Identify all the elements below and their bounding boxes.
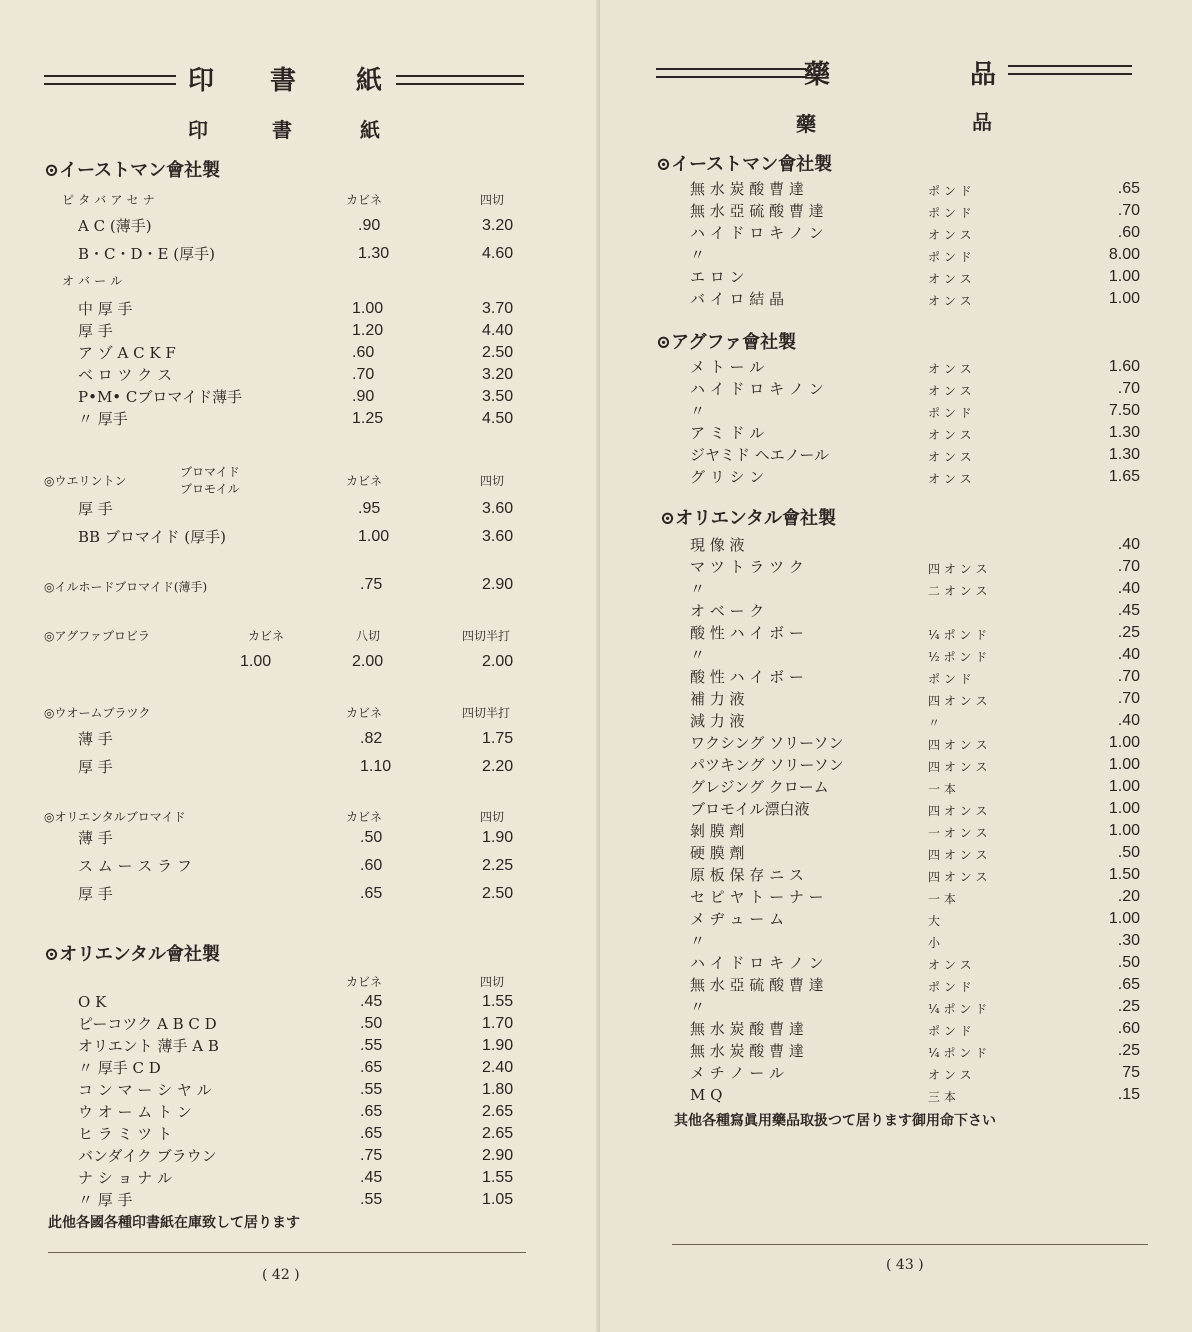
item-name: 無 水 炭 酸 曹 達 <box>690 1020 804 1038</box>
price-cabinet: .75 <box>360 576 383 593</box>
item-name: パツキング ソリーソン <box>690 756 844 774</box>
item-name: 中 厚 手 <box>78 300 133 318</box>
item-price: 1.65 <box>1108 468 1140 485</box>
item-name: バンダイク ブラウン <box>78 1147 217 1165</box>
price-yotsugiri: 1.05 <box>482 1191 514 1208</box>
price-cabinet: .55 <box>360 1037 383 1054</box>
item-price: 1.30 <box>1108 446 1140 463</box>
item-name: 〃 厚 手 <box>78 1191 133 1209</box>
item-price: .70 <box>1117 690 1140 707</box>
item-name: ハ イ ド ロ キ ノ ン <box>690 224 824 242</box>
item-name: ア ミ ド ル <box>690 424 765 442</box>
item-unit: 小 <box>928 936 941 950</box>
item-name: BB ブロマイド (厚手) <box>78 528 226 546</box>
item-price: .30 <box>1117 932 1140 949</box>
section-title: ◎イルホードブロマイド(薄手) <box>44 580 208 594</box>
item-name: エ ロ ン <box>690 268 745 286</box>
item-name: ア ゾ A C K F <box>78 344 176 362</box>
price-yotsugiri: 2.50 <box>482 885 514 902</box>
price-cabinet: .70 <box>352 366 375 383</box>
item-unit: 一 本 <box>928 782 956 796</box>
item-name: ベ ロ ツ ク ス <box>78 366 173 384</box>
item-name: 〃 厚手 C D <box>78 1059 161 1077</box>
item-unit: 四 オ ン ス <box>928 848 988 862</box>
item-price: .65 <box>1117 976 1140 993</box>
page-number: ( 42 ) <box>262 1267 300 1283</box>
item-name: M Q <box>690 1086 723 1104</box>
item-price: 1.50 <box>1108 866 1140 883</box>
item-unit: ポ ン ド <box>928 250 972 264</box>
price-yotsugiri: 3.20 <box>482 366 514 383</box>
item-price: .70 <box>1117 380 1140 397</box>
item-price: 8.00 <box>1108 246 1140 263</box>
price-yotsugiri: 3.70 <box>482 300 514 317</box>
column-header: 四切 <box>480 193 505 207</box>
header-rule-right <box>1008 65 1132 75</box>
section-title: ⊙オリエンタル會社製 <box>660 508 837 529</box>
price-yotsugiri: 2.90 <box>482 576 514 593</box>
item-name: バ イ ロ 結 晶 <box>690 290 785 308</box>
product-line-name: オバール <box>62 274 127 288</box>
footer-note: 此他各國各種印書紙在庫致して居ります <box>48 1215 300 1231</box>
item-unit: オ ン ス <box>928 228 972 242</box>
price-yotsugiri: 4.60 <box>482 245 514 262</box>
item-price: .50 <box>1117 844 1140 861</box>
item-price: .25 <box>1117 1042 1140 1059</box>
price-cabinet: .65 <box>360 1103 383 1120</box>
column-header: カビネ <box>248 629 285 643</box>
item-name: 厚 手 <box>78 322 113 340</box>
item-unit: ¼ ポ ン ド <box>928 1046 988 1060</box>
item-name: 無 水 炭 酸 曹 達 <box>690 180 804 198</box>
item-name: 〃 <box>690 646 706 664</box>
subheader-char: 品 <box>972 110 992 134</box>
item-price: .40 <box>1117 712 1140 729</box>
item-price: 1.00 <box>1108 290 1140 307</box>
wellington-sub: ブロモイル <box>180 482 240 496</box>
item-unit: オ ン ス <box>928 294 972 308</box>
price-cabinet: .90 <box>352 388 375 405</box>
header-rule-left <box>44 75 176 85</box>
item-name: ワクシング ソリーソン <box>690 734 844 752</box>
footer-note: 其他各種寫眞用藥品取扱つて居ります御用命下さい <box>674 1113 996 1129</box>
item-unit: オ ン ス <box>928 362 972 376</box>
item-name: 厚 手 <box>78 885 113 903</box>
item-unit: 四 オ ン ス <box>928 738 988 752</box>
item-name: 厚 手 <box>78 500 113 518</box>
subheader-char: 紙 <box>360 118 380 142</box>
item-name: 〃 <box>690 580 706 598</box>
header-char: 書 <box>270 66 297 96</box>
item-name: 硬 膜 劑 <box>690 844 745 862</box>
item-name: グ リ シ ン <box>690 468 765 486</box>
item-name: 酸 性 ハ イ ボ ー <box>690 624 804 642</box>
item-unit: オ ン ス <box>928 958 972 972</box>
item-name: グレジング クローム <box>690 778 829 796</box>
price-cabinet: 1.25 <box>352 410 384 427</box>
price-yotsugiri: 2.65 <box>482 1125 514 1142</box>
header-rule-right <box>396 75 524 85</box>
item-unit: ポ ン ド <box>928 184 972 198</box>
item-name: 〃 <box>690 932 706 950</box>
price-yotsugiri: 2.65 <box>482 1103 514 1120</box>
item-name: 剝 膜 劑 <box>690 822 745 840</box>
header-char: 藥 <box>804 60 831 90</box>
header-char: 品 <box>970 60 997 90</box>
item-price: 1.60 <box>1108 358 1140 375</box>
price-cabinet: .45 <box>360 993 383 1010</box>
price-yotsugiri: 2.40 <box>482 1059 514 1076</box>
item-unit: 一 オ ン ス <box>928 826 988 840</box>
column-header: カビネ <box>346 474 383 488</box>
price-cabinet: 1.10 <box>360 758 392 775</box>
wellington-sub: ブロマイド <box>180 465 240 479</box>
subheader-char: 印 <box>188 118 208 142</box>
price-yotsugiri: 1.75 <box>482 730 514 747</box>
item-unit: オ ン ス <box>928 450 972 464</box>
item-unit: 四 オ ン ス <box>928 760 988 774</box>
item-name: ハ イ ド ロ キ ノ ン <box>690 380 824 398</box>
item-price: .60 <box>1117 1020 1140 1037</box>
item-unit: ポ ン ド <box>928 672 972 686</box>
price: 2.00 <box>482 653 514 670</box>
item-name: 〃 厚手 <box>78 410 128 428</box>
item-name: B・C・D・E (厚手) <box>78 245 215 263</box>
item-unit: オ ン ス <box>928 272 972 286</box>
item-price: 1.00 <box>1108 822 1140 839</box>
item-unit: 四 オ ン ス <box>928 870 988 884</box>
item-price: .15 <box>1117 1086 1140 1103</box>
item-name: 〃 <box>690 998 706 1016</box>
price-cabinet: .50 <box>360 829 383 846</box>
item-name: ス ム ー ス ラ フ <box>78 857 192 875</box>
item-price: .45 <box>1117 602 1140 619</box>
item-name: 減 力 液 <box>690 712 745 730</box>
item-name: ナ シ ョ ナ ル <box>78 1169 173 1187</box>
item-price: 7.50 <box>1108 402 1140 419</box>
section-title: ⊙イーストマン會社製 <box>44 160 221 181</box>
item-unit: ¼ ポ ン ド <box>928 628 988 642</box>
header-char: 印 <box>188 66 215 96</box>
item-name: P•M• Cブロマイド薄手 <box>78 388 243 406</box>
item-name: 〃 <box>690 402 706 420</box>
price-cabinet: .95 <box>358 500 381 517</box>
item-unit: オ ン ス <box>928 472 972 486</box>
item-name: 補 力 液 <box>690 690 745 708</box>
item-price: .70 <box>1117 668 1140 685</box>
price-yotsugiri: 4.50 <box>482 410 514 427</box>
price-yotsugiri: 1.55 <box>482 993 514 1010</box>
item-name: 酸 性 ハ イ ボ ー <box>690 668 804 686</box>
item-name: 無 水 亞 硫 酸 曹 達 <box>690 202 824 220</box>
item-price: 1.00 <box>1108 910 1140 927</box>
item-price: .60 <box>1117 224 1140 241</box>
right-page <box>600 0 1192 1332</box>
price-yotsugiri: 3.50 <box>482 388 514 405</box>
item-unit: ½ ポ ン ド <box>928 650 988 664</box>
item-unit: オ ン ス <box>928 428 972 442</box>
column-header: カビネ <box>346 706 383 720</box>
footer-rule <box>672 1244 1148 1245</box>
section-title: ◎ウエリントン <box>44 474 127 488</box>
price-cabinet: .90 <box>358 217 381 234</box>
column-header: カビネ <box>346 975 383 989</box>
item-name: ハ イ ド ロ キ ノ ン <box>690 954 824 972</box>
item-name: セ ピ ヤ ト ー ナ ー <box>690 888 824 906</box>
item-price: .40 <box>1117 536 1140 553</box>
section-title: ◎ウオームブラツク <box>44 706 151 720</box>
item-name: 現 像 液 <box>690 536 745 554</box>
column-header: 四切半打 <box>462 629 511 643</box>
header-char: 紙 <box>356 66 383 96</box>
item-name: 厚 手 <box>78 758 113 776</box>
item-price: 75 <box>1122 1064 1140 1081</box>
item-unit: ポ ン ド <box>928 980 972 994</box>
item-price: 1.00 <box>1108 268 1140 285</box>
item-name: オリエント 薄手 A B <box>78 1037 219 1055</box>
item-name: 薄 手 <box>78 730 113 748</box>
price-cabinet: 1.00 <box>352 300 384 317</box>
column-header: カビネ <box>346 193 383 207</box>
item-name: ジヤミド ヘエノール <box>690 446 830 464</box>
item-name: メ ト ー ル <box>690 358 765 376</box>
price-cabinet: .45 <box>360 1169 383 1186</box>
product-line-name: ピタバアセナ <box>62 193 159 207</box>
item-unit: 一 本 <box>928 892 956 906</box>
item-unit: 大 <box>928 914 941 928</box>
price-cabinet: .60 <box>352 344 375 361</box>
item-price: 1.00 <box>1108 734 1140 751</box>
item-price: .70 <box>1117 202 1140 219</box>
item-name: 薄 手 <box>78 829 113 847</box>
price-yotsugiri: 2.50 <box>482 344 514 361</box>
item-price: .50 <box>1117 954 1140 971</box>
page-number: ( 43 ) <box>886 1257 924 1273</box>
section-title: ⊙オリエンタル會社製 <box>44 944 221 965</box>
item-name: 原 板 保 存 ニ ス <box>690 866 804 884</box>
price-yotsugiri: 1.80 <box>482 1081 514 1098</box>
item-price: 1.00 <box>1108 800 1140 817</box>
footer-rule <box>48 1252 526 1253</box>
price-yotsugiri: 3.60 <box>482 528 514 545</box>
item-price: 1.30 <box>1108 424 1140 441</box>
price-yotsugiri: 1.55 <box>482 1169 514 1186</box>
item-price: .70 <box>1117 558 1140 575</box>
item-unit: 四 オ ン ス <box>928 804 988 818</box>
item-name: メ ヂ ュ ー ム <box>690 910 785 928</box>
item-name: マ ツ ト ラ ツ ク <box>690 558 804 576</box>
item-unit: 二 オ ン ス <box>928 584 988 598</box>
item-price: .65 <box>1117 180 1140 197</box>
item-price: 1.00 <box>1108 778 1140 795</box>
price-cabinet: 1.00 <box>358 528 390 545</box>
header-rule-left <box>656 68 806 78</box>
item-name: 無 水 亞 硫 酸 曹 達 <box>690 976 824 994</box>
item-price: .40 <box>1117 580 1140 597</box>
item-unit: 三 本 <box>928 1090 956 1104</box>
price-yotsugiri: 1.90 <box>482 829 514 846</box>
column-header: 八切 <box>356 629 381 643</box>
item-name: ウ オ ー ム ト ン <box>78 1103 192 1121</box>
item-unit: ¼ ポ ン ド <box>928 1002 988 1016</box>
price-cabinet: 1.30 <box>358 245 390 262</box>
section-title: ◎オリエンタルブロマイド <box>44 810 186 824</box>
column-header: 四切半打 <box>462 706 511 720</box>
price-cabinet: .75 <box>360 1147 383 1164</box>
price-yotsugiri: 1.90 <box>482 1037 514 1054</box>
price-yotsugiri: 3.60 <box>482 500 514 517</box>
item-price: 1.00 <box>1108 756 1140 773</box>
column-header: 四切 <box>480 810 505 824</box>
item-name: メ チ ノ ー ル <box>690 1064 785 1082</box>
price-yotsugiri: 3.20 <box>482 217 514 234</box>
section-title: ⊙アグファ會社製 <box>656 332 797 353</box>
price-cabinet: .55 <box>360 1081 383 1098</box>
price-cabinet: .65 <box>360 885 383 902</box>
item-unit: ポ ン ド <box>928 206 972 220</box>
section-title: ⊙イーストマン會社製 <box>656 154 833 175</box>
price-yotsugiri: 4.40 <box>482 322 514 339</box>
column-header: カビネ <box>346 810 383 824</box>
item-unit: オ ン ス <box>928 384 972 398</box>
item-unit: 〃 <box>928 716 941 730</box>
item-name: オ ベ ー ク <box>690 602 765 620</box>
price: 2.00 <box>352 653 384 670</box>
column-header: 四切 <box>480 474 505 488</box>
item-unit: 四 オ ン ス <box>928 562 988 576</box>
item-price: .20 <box>1117 888 1140 905</box>
item-unit: 四 オ ン ス <box>928 694 988 708</box>
item-price: .25 <box>1117 998 1140 1015</box>
item-name: ブロモイル漂白液 <box>690 800 810 818</box>
price: 1.00 <box>240 653 272 670</box>
item-unit: ポ ン ド <box>928 1024 972 1038</box>
item-name: O K <box>78 993 107 1011</box>
item-name: コ ン マ ー シ ヤ ル <box>78 1081 212 1099</box>
item-price: .40 <box>1117 646 1140 663</box>
section-title: ◎アグファブロビラ <box>44 629 150 643</box>
price-cabinet: .65 <box>360 1059 383 1076</box>
item-name: A C (薄手) <box>78 217 152 235</box>
price-yotsugiri: 2.20 <box>482 758 514 775</box>
price-cabinet: .82 <box>360 730 383 747</box>
subheader-char: 藥 <box>796 112 816 136</box>
column-header: 四切 <box>480 975 505 989</box>
price-yotsugiri: 2.90 <box>482 1147 514 1164</box>
price-cabinet: .55 <box>360 1191 383 1208</box>
item-unit: オ ン ス <box>928 1068 972 1082</box>
subheader-char: 書 <box>272 118 292 142</box>
price-yotsugiri: 2.25 <box>482 857 514 874</box>
item-unit: ポ ン ド <box>928 406 972 420</box>
item-name: 〃 <box>690 246 706 264</box>
item-name: ヒ ラ ミ ツ ト <box>78 1125 173 1143</box>
price-cabinet: .50 <box>360 1015 383 1032</box>
price-cabinet: .65 <box>360 1125 383 1142</box>
item-name: ピーコツク A B C D <box>78 1015 217 1033</box>
item-name: 無 水 炭 酸 曹 達 <box>690 1042 804 1060</box>
item-price: .25 <box>1117 624 1140 641</box>
price-cabinet: .60 <box>360 857 383 874</box>
price-cabinet: 1.20 <box>352 322 384 339</box>
price-yotsugiri: 1.70 <box>482 1015 514 1032</box>
